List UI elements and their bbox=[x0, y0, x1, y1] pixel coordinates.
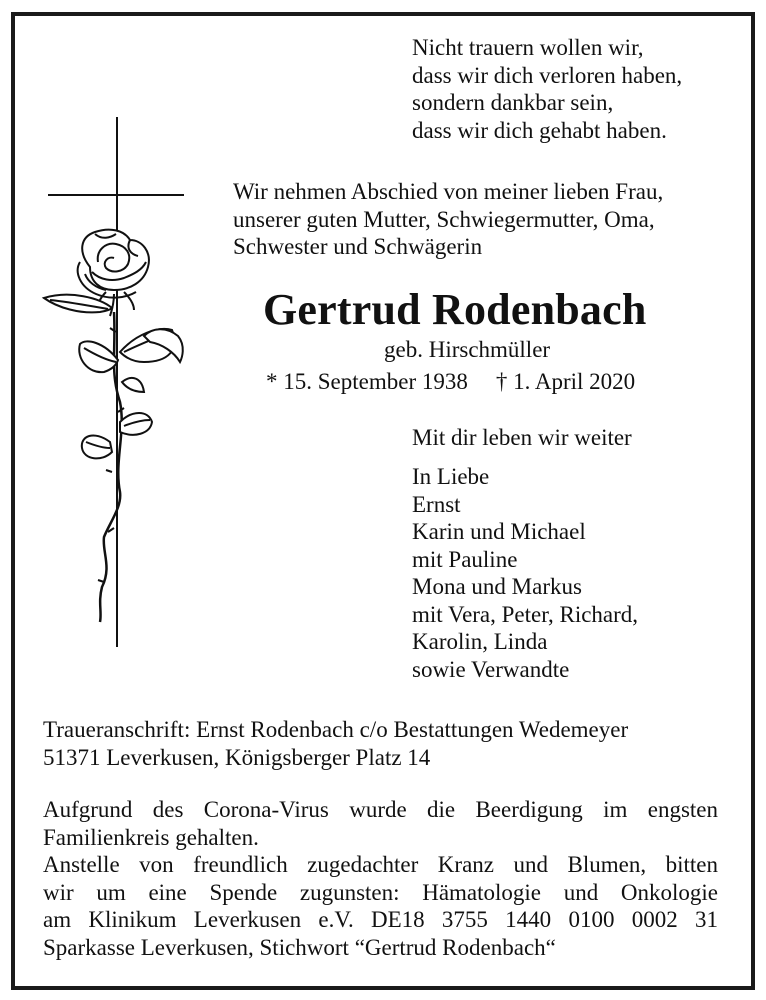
poem-line: dass wir dich verloren haben, bbox=[412, 62, 683, 88]
mourner-line: mit Pauline bbox=[412, 546, 518, 572]
donation-line: Anstelle von freundlich zugedachter Kranz und Blumen, bitten bbox=[43, 852, 718, 877]
funeral-notice bbox=[43, 796, 718, 961]
address-line: 51371 Leverkusen, Königsberger Platz 14 bbox=[43, 744, 431, 770]
mourner-line: Karolin, Linda bbox=[412, 629, 548, 654]
mourner-line: Karin und Michael bbox=[412, 519, 586, 544]
donation-line: wir um eine Spende zugunsten: Hämatologie und Onkologie bbox=[43, 879, 718, 905]
mourner-line: Ernst bbox=[412, 491, 461, 517]
mourner-line: In Liebe bbox=[412, 464, 490, 489]
mourner-line: Mona und Markus bbox=[412, 574, 582, 599]
intro-line: unserer guten Mutter, Schwiegermutter, Oma, bbox=[233, 206, 655, 232]
farewell-intro bbox=[233, 178, 663, 261]
mourner-line: mit Vera, Peter, Richard, bbox=[412, 601, 639, 627]
mourning-address bbox=[43, 716, 628, 771]
rose-icon bbox=[44, 230, 183, 622]
poem bbox=[412, 34, 682, 144]
poem-line: sondern dankbar sein, bbox=[412, 90, 614, 115]
deceased-name: Gertrud Rodenbach bbox=[263, 285, 647, 334]
cross-with-rose-icon bbox=[40, 112, 190, 672]
mourners-list bbox=[412, 463, 638, 683]
birth-name: geb. Hirschmüller bbox=[384, 337, 551, 362]
motto: Mit dir leben wir weiter bbox=[412, 425, 632, 450]
corona-line: Aufgrund des Corona-Virus wurde die Beerdigung im engsten bbox=[43, 797, 718, 822]
life-dates bbox=[266, 368, 635, 396]
address-line: Traueranschrift: Ernst Rodenbach c/o Bestattungen Wedemeyer bbox=[43, 717, 629, 742]
mourner-line: sowie Verwandte bbox=[412, 656, 570, 682]
birth-date: * 15. September 1938 bbox=[266, 369, 468, 394]
donation-line: Sparkasse Leverkusen, Stichwort “Gertrud Rodenbach“ bbox=[43, 934, 556, 960]
death-date: † 1. April 2020 bbox=[495, 369, 636, 394]
intro-line: Schwester und Schwägerin bbox=[233, 234, 483, 259]
corona-line: Familienkreis gehalten. bbox=[43, 824, 259, 850]
intro-line: Wir nehmen Abschied von meiner lieben Frau, bbox=[233, 179, 664, 204]
donation-line: am Klinikum Leverkusen e.V. DE18 3755 1440 0100 0002 31 bbox=[43, 907, 718, 932]
poem-line: Nicht trauern wollen wir, bbox=[412, 35, 644, 60]
poem-line: dass wir dich gehabt haben. bbox=[412, 117, 667, 143]
